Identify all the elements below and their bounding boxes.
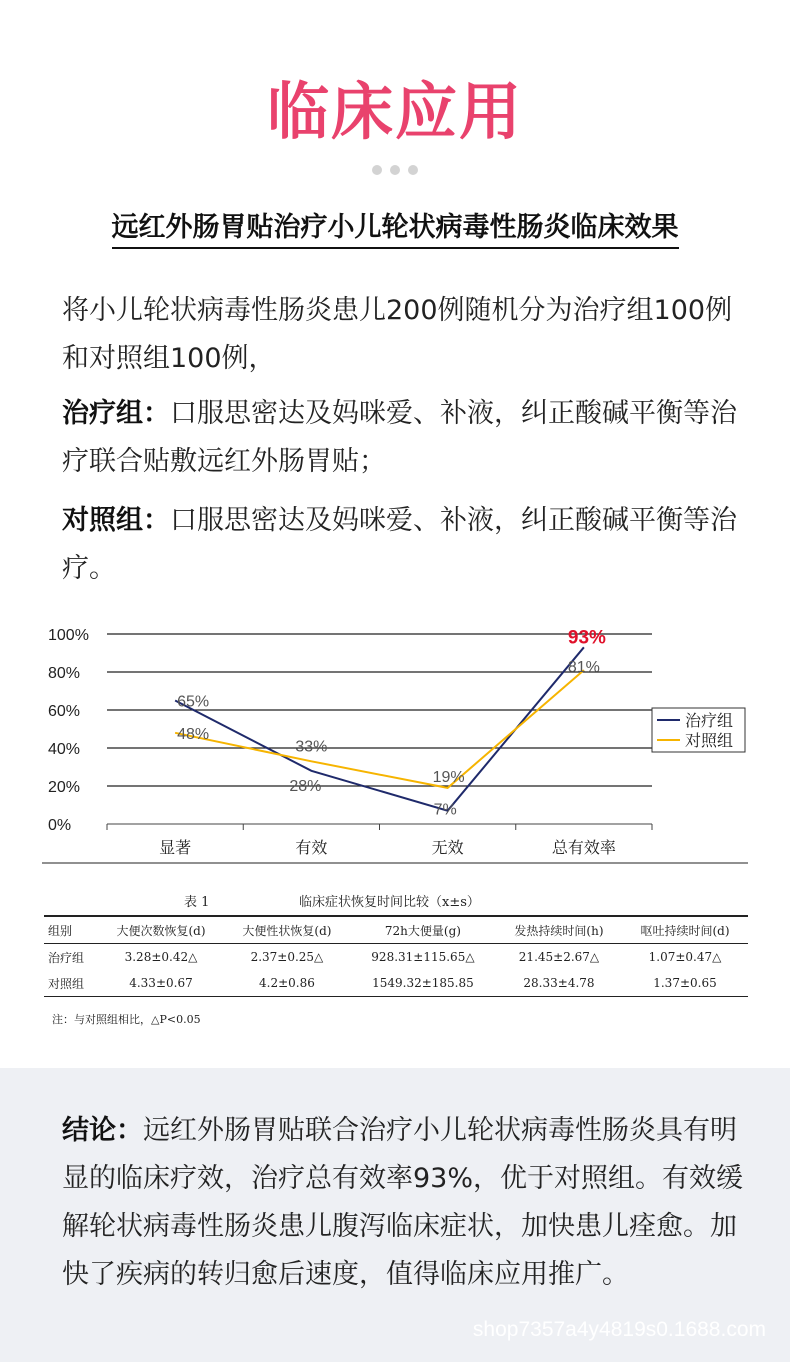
data-label: 81% [567,659,600,677]
x-tick-label: 有效 [295,840,328,857]
table-cell: 4.33±0.67 [129,976,193,990]
data-label: 93% [567,627,606,649]
pagination-dots [0,160,790,179]
treatment-label: 治疗组： [62,398,170,429]
table-header-cell: 呕吐持续时间(d) [640,923,730,938]
table-cell: 3.28±0.42△ [124,950,198,964]
efficacy-line-chart [40,618,752,866]
data-label: 33% [295,738,328,756]
x-tick-label: 无效 [431,840,464,857]
data-label: 28% [289,777,322,795]
table-cell: 21.45±2.67△ [518,950,600,964]
y-tick-label: 60% [48,703,81,720]
control-text: 口服思密达及妈咪爱、补液，纠正酸碱平衡等治疗。 [62,505,737,584]
x-tick-label: 显著 [159,840,192,857]
table-cell: 4.2±0.86 [259,976,315,990]
table-header-cell: 大便性状恢复(d) [242,923,332,938]
series-line-control [175,670,584,788]
table-header-cell: 大便次数恢复(d) [116,923,206,938]
table-cell: 对照组 [48,976,85,991]
table-header-cell: 72h大便量(g) [384,923,461,938]
table-cell: 2.37±0.25△ [250,950,324,964]
x-tick-label: 总有效率 [551,840,616,857]
table-cell: 28.33±4.78 [523,976,595,990]
table-note: 注：与对照组相比，△P<0.05 [52,1013,201,1026]
watermark: shop7357a4y4819s0.1688.com [472,1318,766,1341]
treatment-text: 口服思密达及妈咪爱、补液，纠正酸碱平衡等治疗联合贴敷远红外肠胃贴； [62,398,737,477]
y-tick-label: 0% [48,817,72,834]
conclusion-text: 远红外肠胃贴联合治疗小儿轮状病毒性肠炎具有明显的临床疗效，治疗总有效率93%，优于对照组。有效缓解轮状病毒性肠炎患儿腹泻临床症状，加快患儿痊愈。加快了疾病的转归愈后速度，值得临床应用推广。 [62,1115,744,1290]
table-header-row [44,916,748,944]
legend-label: 治疗组 [685,713,734,730]
control-label: 对照组： [62,505,170,536]
section-subtitle [0,205,790,244]
treatment-paragraph [62,390,742,486]
table-header-cell: 组别 [48,923,73,938]
y-tick-label: 100% [48,627,89,644]
table-cell: 1.37±0.65 [653,976,717,990]
conclusion-label: 结论： [62,1115,143,1146]
data-table [44,915,748,997]
table-row [44,944,748,971]
table-header-cell: 发热持续时间(h) [514,923,604,938]
y-tick-label: 80% [48,665,81,682]
subtitle-text: 远红外肠胃贴治疗小儿轮状病毒性肠炎临床效果 [112,212,679,249]
data-label: 19% [432,768,465,786]
table-cell: 治疗组 [48,950,85,965]
intro-paragraph: 将小儿轮状病毒性肠炎患儿200例随机分为治疗组100例和对照组100例， [62,295,733,374]
data-label: 48% [177,725,210,743]
legend-label: 对照组 [685,733,734,750]
page-title: 临床应用 [266,75,523,148]
y-tick-label: 40% [48,741,81,758]
control-paragraph [62,497,742,593]
data-label: 7% [433,801,457,819]
table-cell: 1.07±0.47△ [648,950,722,964]
table-caption-label: 表 1 [184,895,210,910]
table-caption-title: 临床症状恢复时间比较（x±s） [299,895,480,910]
table-row [44,970,748,997]
table-cell: 1549.32±185.85 [372,976,474,990]
y-tick-label: 20% [48,779,81,796]
data-label: 65% [177,693,210,711]
conclusion-paragraph [62,1107,752,1299]
table-cell: 928.31±115.65△ [371,950,475,964]
